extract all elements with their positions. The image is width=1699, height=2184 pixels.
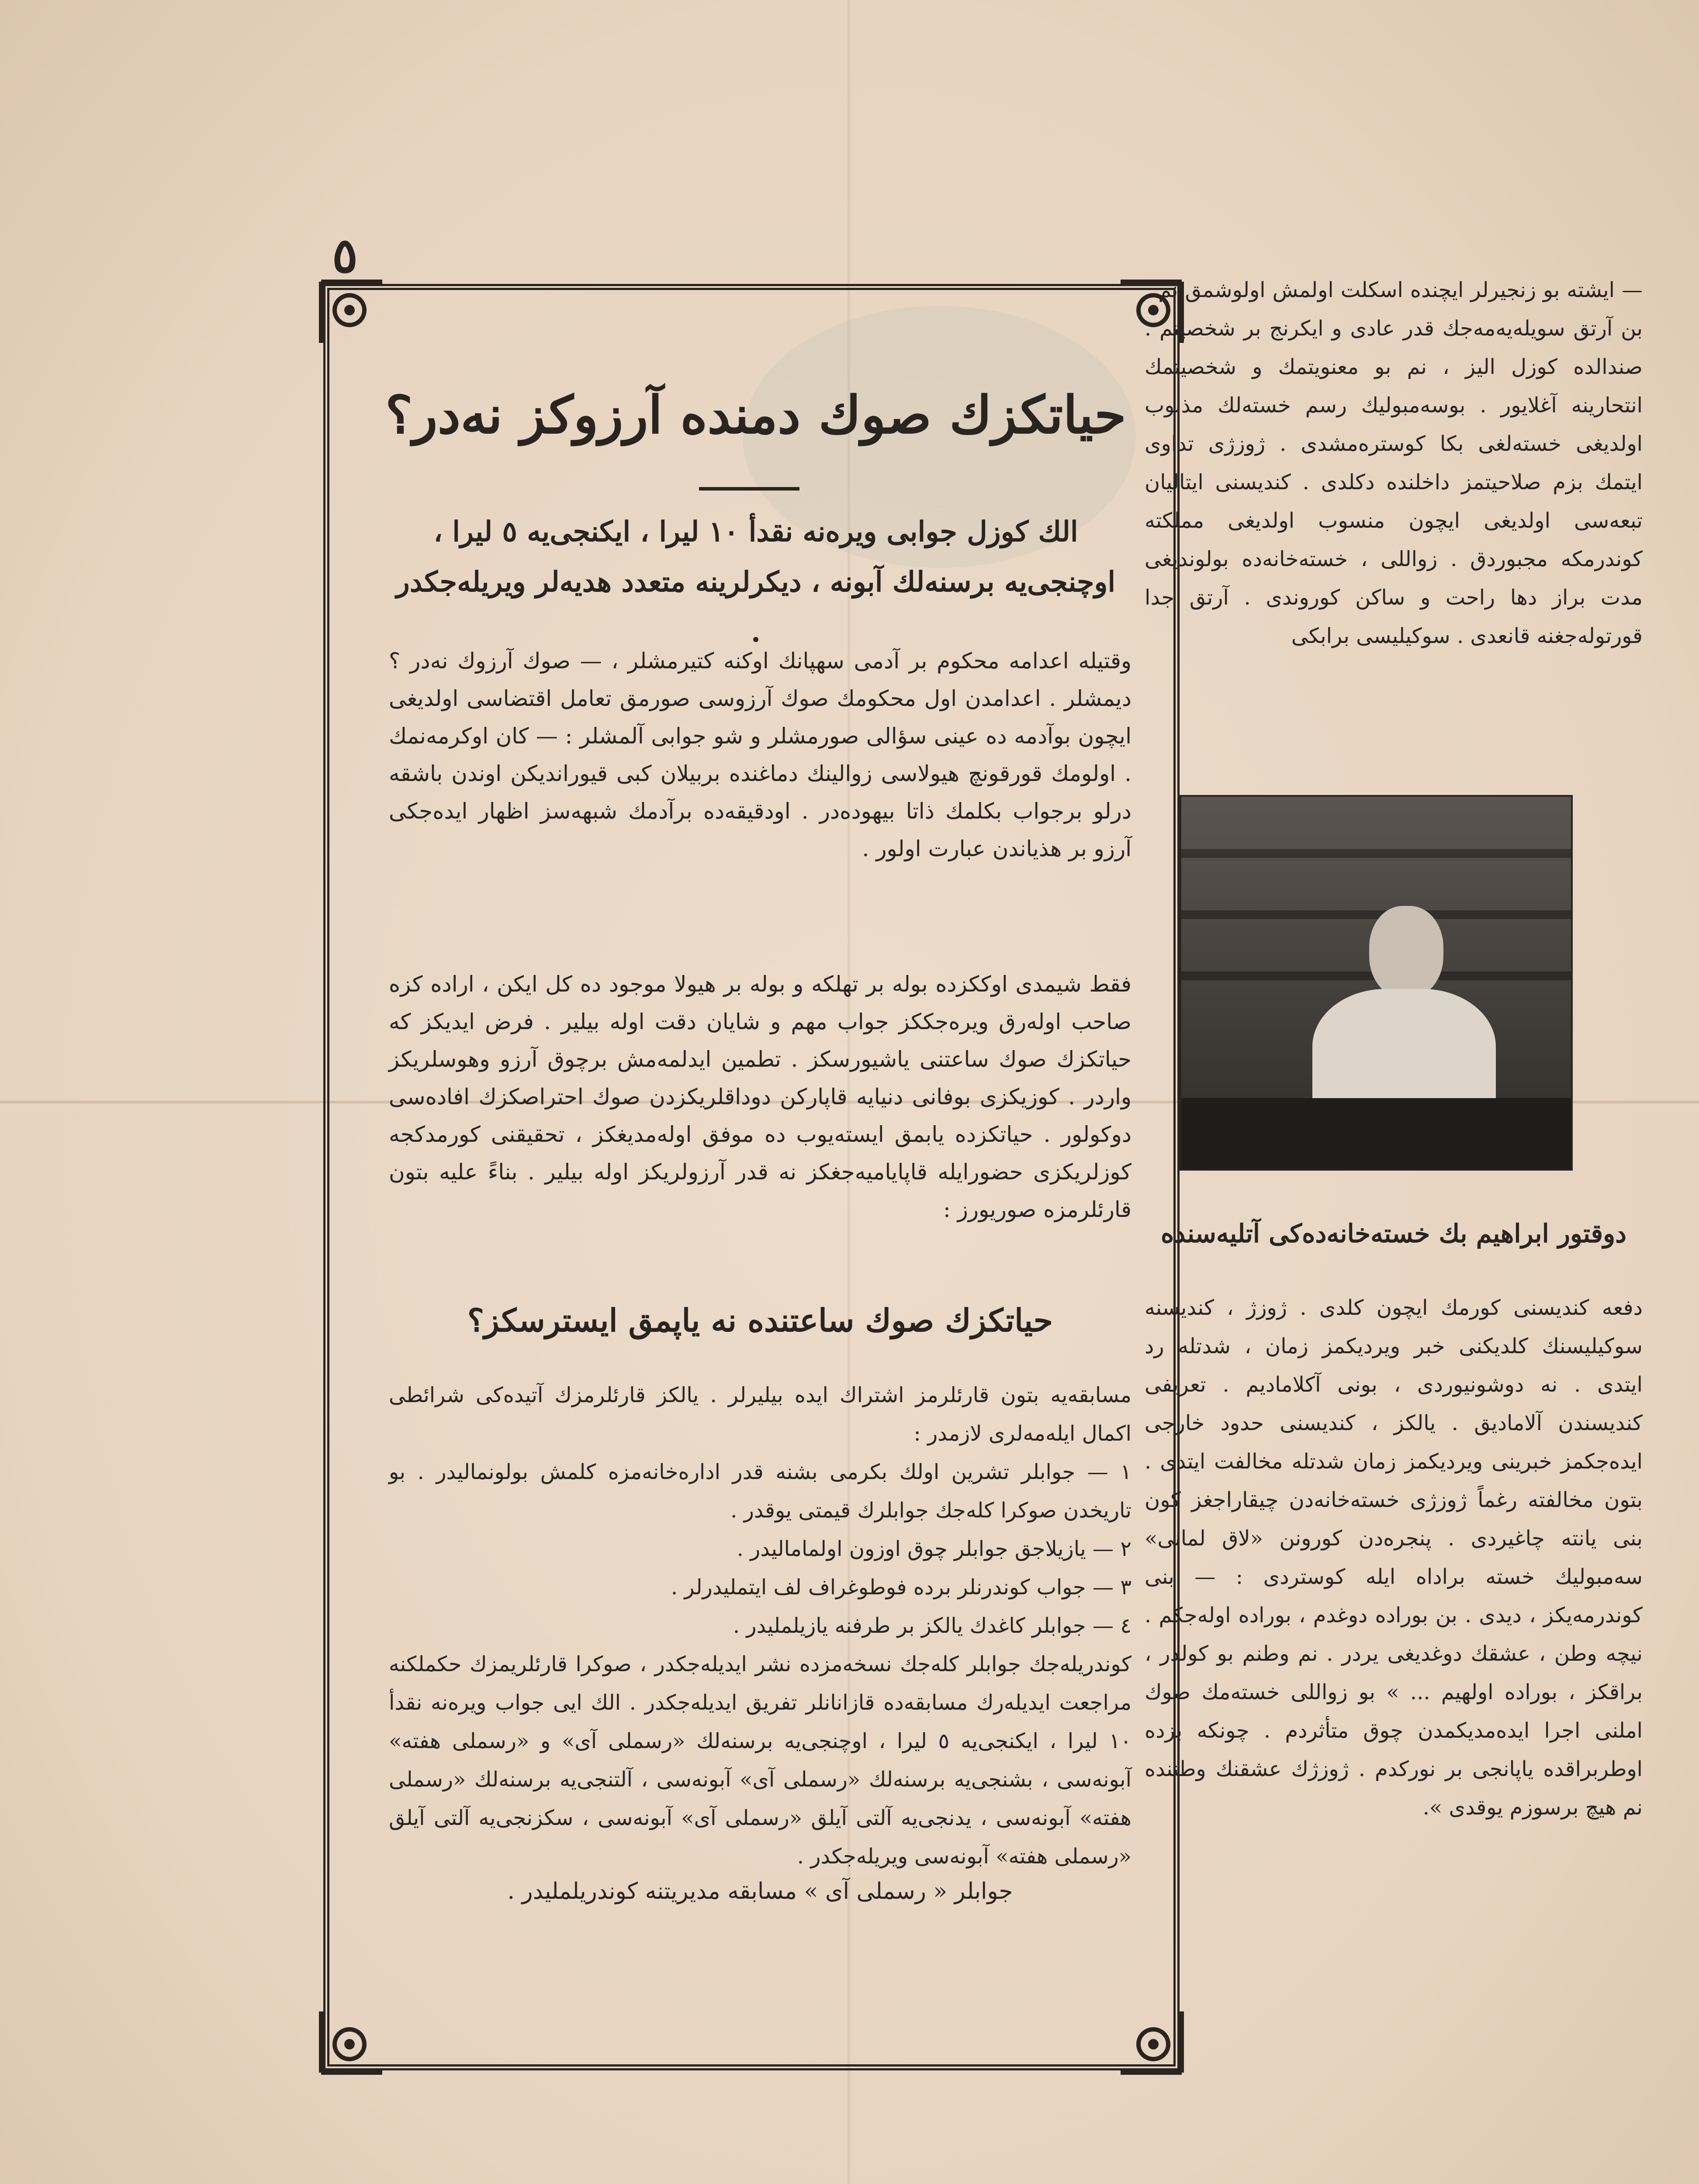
- submission-footer: جوابلر « رسملى آى » مسابقه مديريتنه كوندريلمليدر .: [507, 1878, 1013, 1904]
- page-number: ٥: [332, 227, 358, 283]
- rule-item: ٤ — جوابلر كاغدك يالكز بر طرفنه يازيلمليدر .: [733, 1614, 1132, 1638]
- article-title: حیاتکزك صوك دمنده آرزوکز نه‌در؟: [385, 384, 1127, 445]
- article-paragraph-2: فقط شيمدى اوككزده بوله بر تهلكه و بوله بر هيولا موجود ده كل ايكن ، اراده كزه صاحب اوله‌رق ويره‌جككز جواب مهم و شايان دقت اوله بيلير . فرض ايديكز كه حياتكزك صوك ساعتنى ياشيورسكز . تطمين ايدلمه‌مش برچوق آرزو وهوسلريكز واردر . كوزيكزى بوفانى دنيايه قاپاركن دوداقلريكزدن صوك احتراصكزك افاده‌سى دوكولور . حياتكزده يابمق ايسته‌يوب ده موفق اوله‌مديغكز ، تحقيقنى كورمدكجه كوزلريكزى حضورايله قاپاياميه‌جغكز نه قدر آرزولريكز اوله بيلير . بناءً عليه بتون قارئلرمزه صوريورز :: [389, 971, 1132, 1222]
- rule-item: ٢ — يازيلاجق جوابلر چوق اوزون اولمامالیدر .: [737, 1537, 1132, 1561]
- prize-announcement: الك كوزل جوابى ويره‌نه نقدأ ١٠ ليرا ، ايكنجى‌يه ٥ ليرا ، اوچنجى‌يه برسنه‌لك آبونه ، دیکرلرینه متعدد هدیه‌لر ویریله‌جکدر .: [396, 515, 1116, 649]
- portrait-head: [1369, 906, 1443, 998]
- side-column-bottom: دفعه كنديسنى كورمك ايچون كلدى . ژوزژ ، كنديسنه سوكيليسنك كلديكنى خبر ويرديكمز زمان ، شدتله رد ايتدى . نه دوشونيوردى ، بونى آكلاماديم . تعريفى كنديسندن آلاماديق . يالكز ، كنديسنى حدود خارجى ايده‌جكمز خبرينى ويرديكمز زمان شدتله مخالفت ايتدى . بتون مخالفته رغماً ژوزژى خسته‌خانه‌دن چيقاراجغز كون بنى يانته چاغيردى . پنجره‌دن كورونن «لاق لمانى» سه‌مبوليك خسته براداه ايله كوستردى : — بنى كوندرمه‌يكز ، ديدى . بن بوراده دوغدم ، بوراده اوله‌جكم . نيچه وطن ، عشقك دوغديغى يردر . نم وطنم بو كولدر ، براقكز ، بوراده اولهيم ... » بو زواللى خسته‌مك صوك املنى اجرا ايده‌مديكمدن چوق متأثردم . چونكه بزده اوطربراقده ياپانجى بر نوركدم . ژوزژك عشقنك وطننده نم هيچ برسوزم يوقدى ».: [1145, 1296, 1643, 1820]
- ornament-corner-icon: [319, 2009, 384, 2075]
- portrait-photo: [1180, 795, 1573, 1171]
- bookshelf: [1181, 910, 1573, 919]
- bookshelf: [1181, 849, 1573, 858]
- photo-caption: دوقتور ابراهيم بك خسته‌خانه‌ده‌کى آتلیه‌سنده: [1160, 1219, 1626, 1248]
- ornament-corner-icon: [1118, 2009, 1184, 2075]
- rule-item: ٣ — جواب كوندرنلر برده فوطوغراف لف ايتمليدرلر .: [671, 1575, 1132, 1600]
- ornament-corner-icon: [319, 280, 384, 345]
- contest-rules: [389, 1376, 1132, 1876]
- article-paragraph-1: وقتيله اعدامه محكوم بر آدمى سهپانك اوكنه كتيرمشلر ، — صوك آرزوك نه‌در ؟ ديمشلر . اعدامدن اول محكومك صوك آرزوسى صورمق تعامل اقتضاسى اولديغى ايچون بوآدمه ده عينى سؤالى صورمشلر و شو جوابى آلمشلر : — كان اوكرمه‌نمك . اولومك قورقونچ هيولاسى زوالينك دماغنده بربيلان كبى قيوراندیكن اوندن باشقه درلو برجواب بكلمك ذاتا بيهوده‌در . اودقيقه‌ده برآدمك شبهه‌سز اظهار ايده‌جكى آرزو بر هذياندن عبارت اولور .: [389, 648, 1132, 861]
- rules-intro: مسابقه‌يه بتون قارئلرمز اشتراك ايده بيليرلر . يالكز قارئلرمزك آتيده‌كى شرائطى اكمال ايله‌مه‌لرى لازمدر :: [389, 1383, 1132, 1446]
- title-divider: [699, 487, 799, 491]
- side-column-top: — ايشته بو زنجيرلر ايچنده اسكلت اولمش اولوشمق نم . بن آرتق سويله‌يه‌مه‌جك قدر عادى و ايكرنج بر شخصيتم . صندالده كوزل اليز ، نم بو معنويتمك و شخصيتمك انتحارینه آغلايور . بوسه‌مبوليك رسم خسته‌لك مذنوب اولديغى خسته‌لغى بكا كوستره‌مشدى . ژوزژی تداوى ايتمك بزم صلاحيتمز داخلنده دكلدى . كنديسنى ايتاليان تبعه‌سى اولديغى ايچون منسوب اولديغى مملكته كوندرمكه مجبوردق . زواللى ، خسته‌خانه‌ده بولونديغى مدت براز دها راحت و ساكن كوروندى . آرتق جدا قورتوله‌جغنه قانعدى . سوكيلیسى برابكى: [1145, 278, 1643, 648]
- contest-subheading: حیاتکزك صوك ساعتنده نه یاپمق ایسترسکز؟: [467, 1302, 1053, 1339]
- rule-item: ١ — جوابلر تشرين اولك بكرمى بشنه قدر اداره‌خانه‌مزه كلمش بولونمالیدر . بو تاريخدن صوكرا كله‌جك جوابلرك قيمتى يوقدر .: [389, 1460, 1132, 1523]
- desk: [1181, 1098, 1573, 1171]
- rules-outro: كوندريله‌جك جوابلر كله‌جك نسخه‌مزده نشر ايدیله‌جكدر ، صوكرا قارئلريمزك حكملكنه مراجعت ايديله‌رك مسابقه‌ده قازانانلر تفريق ايديله‌جكدر . الك ايى جواب ويره‌نه نقدأ ١٠ ليرا ، ايكنجى‌يه ٥ ليرا ، اوچنجى‌يه برسنه‌لك «رسملى آى» و «رسملى هفته» آبونه‌سى ، بشنجى‌يه برسنه‌لك «رسملى آى» آبونه‌سى ، آلتنجى‌يه برسنه‌لك «رسملى هفته» آبونه‌سى ، يدنجى‌يه آلتى آيلق «رسملى آى» آبونه‌سى ، سكزنجى‌يه آلتى آيلق «رسملى هفته» آبونه‌سى ويريله‌جكدر .: [389, 1652, 1132, 1869]
